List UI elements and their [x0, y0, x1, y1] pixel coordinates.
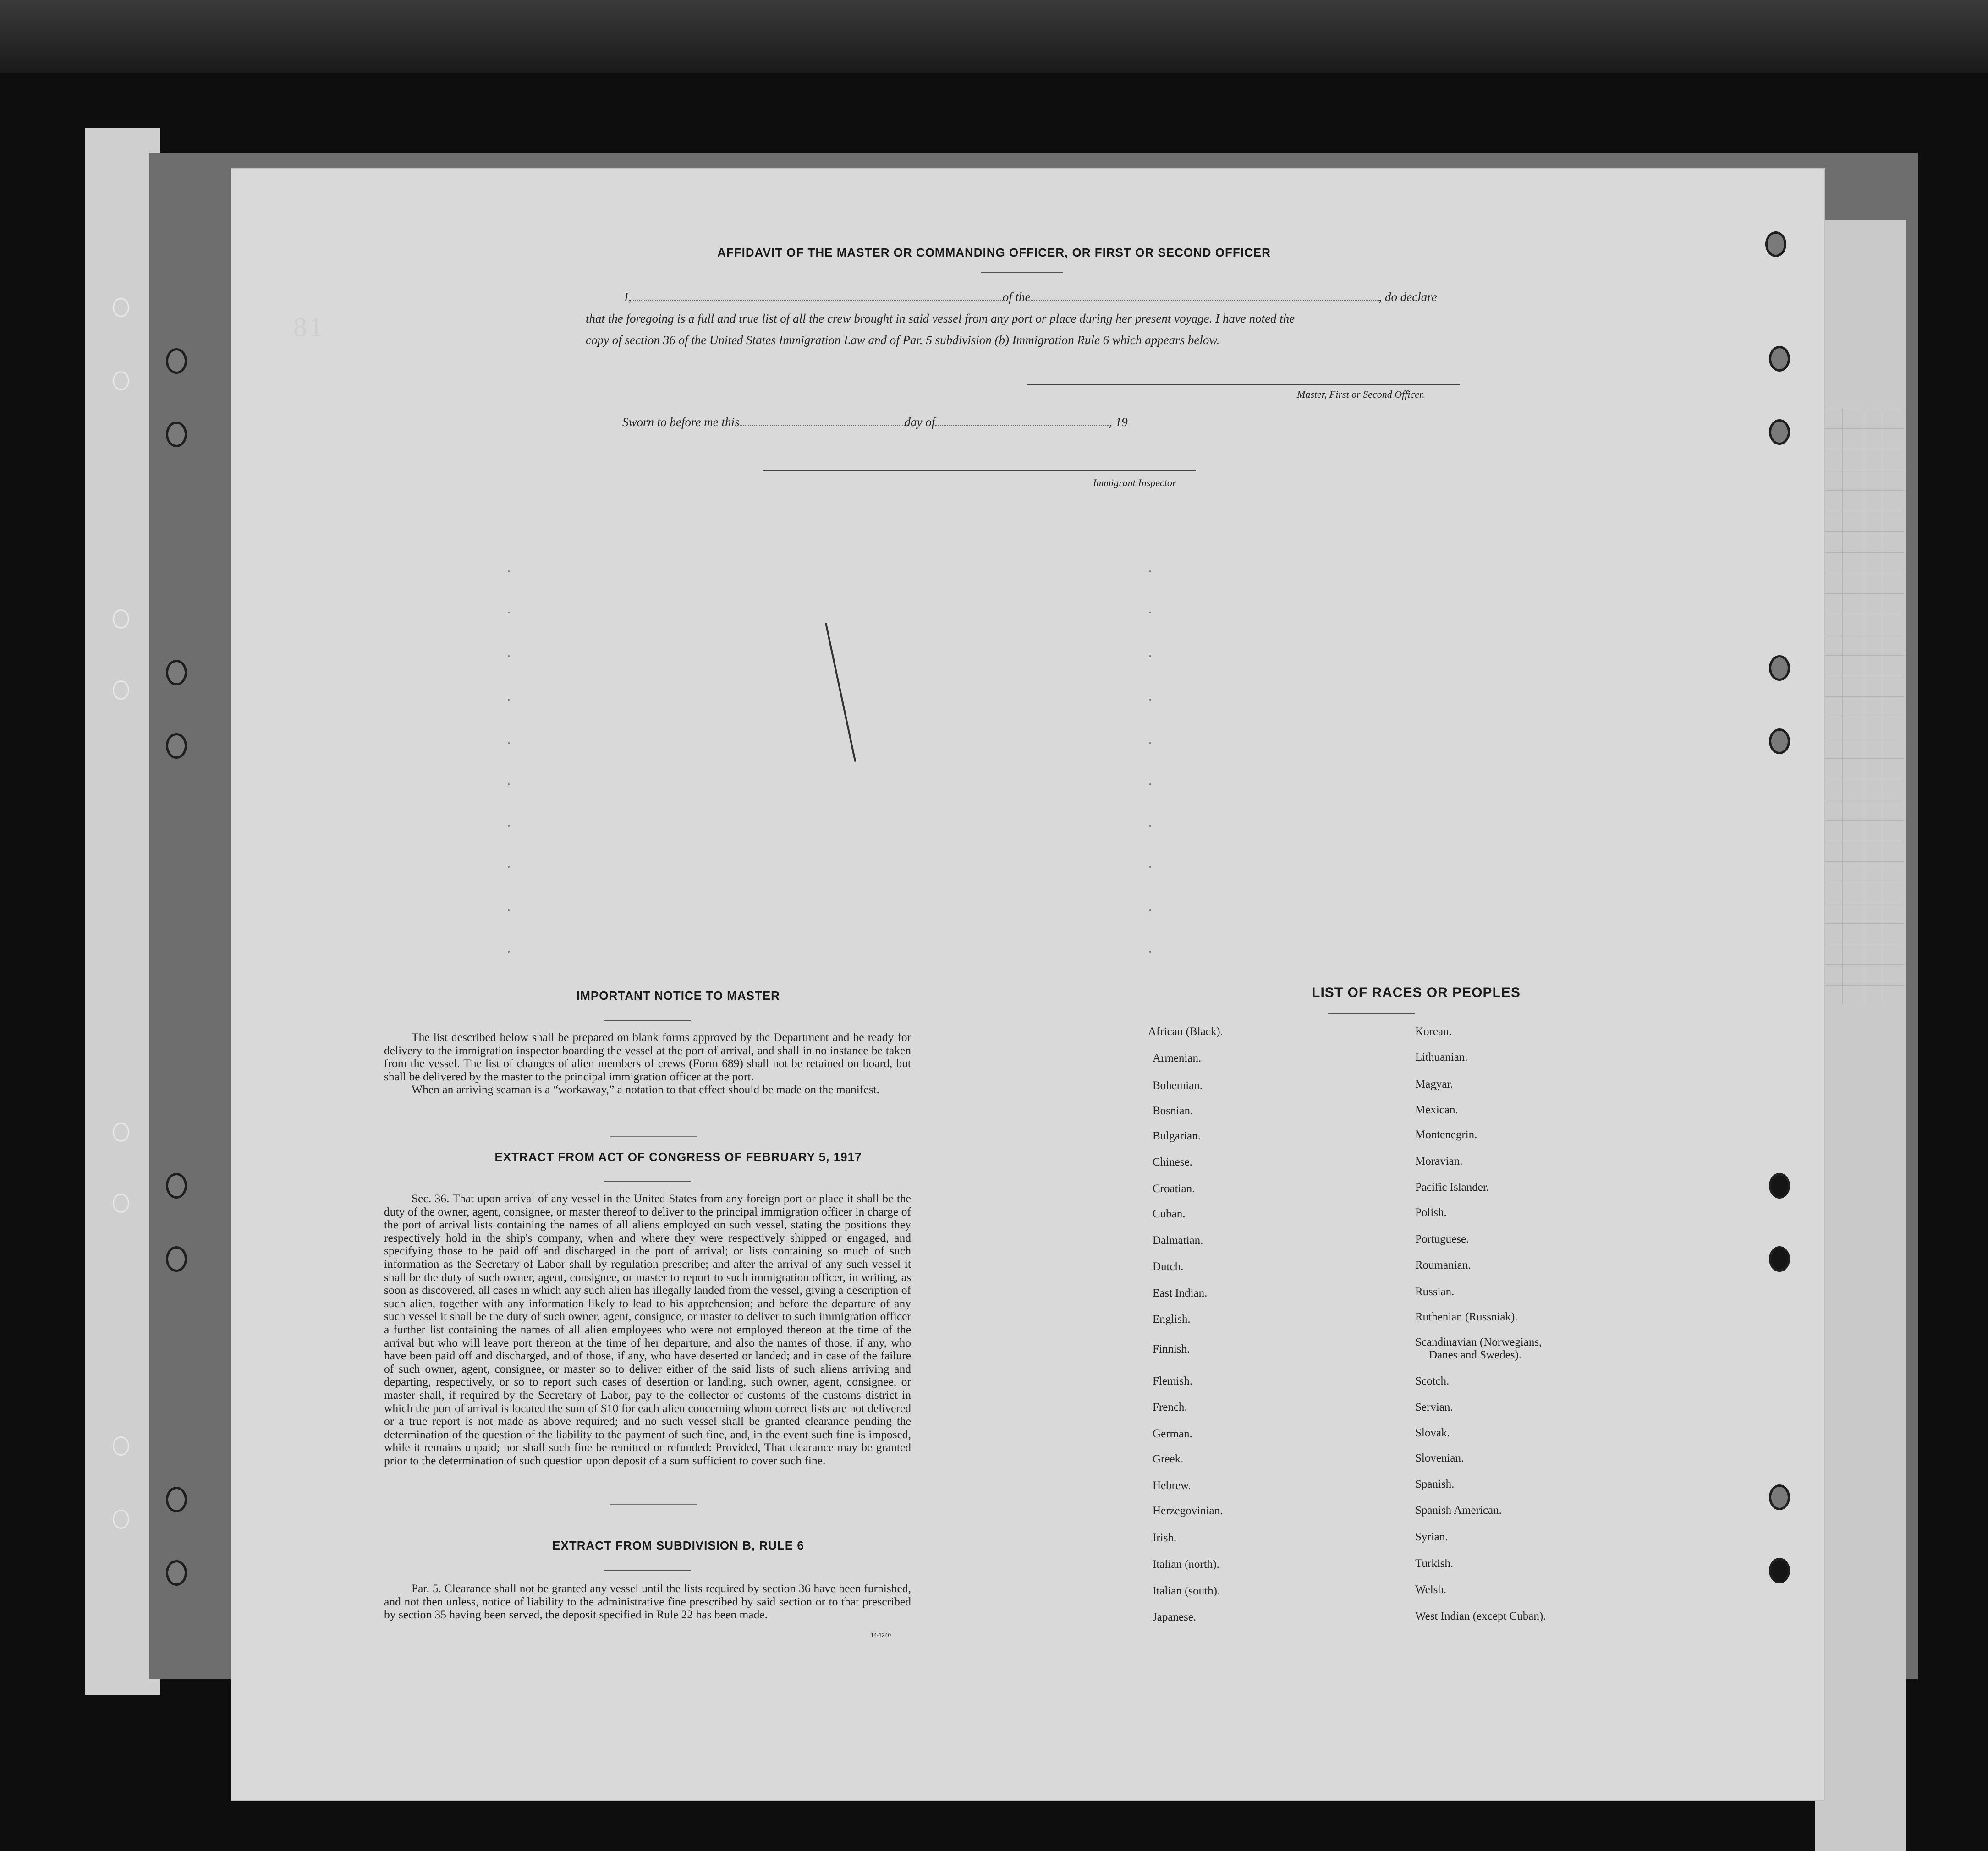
sworn-line	[622, 415, 1128, 429]
guide-dot	[508, 909, 510, 911]
guide-dot	[508, 699, 510, 701]
extract1-title: EXTRACT FROM ACT OF CONGRESS OF FEBRUARY 5, 1917	[494, 1150, 862, 1164]
race-item: French.	[1153, 1401, 1187, 1413]
race-item: Roumanian.	[1415, 1259, 1471, 1271]
notice-rule	[604, 1020, 691, 1021]
race-item: Cuban.	[1153, 1208, 1186, 1220]
race-item: Danes and Swedes).	[1429, 1349, 1522, 1361]
race-item: Croatian.	[1153, 1183, 1195, 1195]
punch-hole	[166, 733, 187, 759]
race-item: Pacific Islander.	[1415, 1181, 1489, 1194]
guide-dot	[508, 742, 510, 744]
guide-dot	[508, 825, 510, 827]
guide-dot	[1149, 699, 1151, 701]
guide-dot	[508, 612, 510, 613]
underlying-sheet-grid	[1822, 408, 1904, 1003]
race-item: Slovak.	[1415, 1427, 1450, 1439]
affidavit-line1-i: I,	[624, 290, 632, 304]
punch-hole	[113, 1123, 129, 1142]
race-item: Greek.	[1153, 1453, 1184, 1465]
punch-hole	[1769, 655, 1790, 681]
race-item: Portuguese.	[1415, 1233, 1469, 1245]
punch-hole	[1769, 1173, 1790, 1199]
affidavit-title: AFFIDAVIT OF THE MASTER OR COMMANDING OFFICER, OR FIRST OR SECOND OFFICER	[717, 246, 1271, 259]
guide-dot	[1149, 570, 1151, 572]
race-item: Scandinavian (Norwegians,	[1415, 1336, 1542, 1348]
guide-dot	[1149, 655, 1151, 657]
guide-dot	[508, 655, 510, 657]
race-item: Syrian.	[1415, 1531, 1448, 1543]
punch-hole	[113, 1510, 129, 1529]
race-item: Italian (north).	[1153, 1558, 1219, 1571]
section-divider	[610, 1136, 697, 1137]
race-item: Finnish.	[1153, 1343, 1190, 1355]
races-title: LIST OF RACES OR PEOPLES	[1312, 985, 1521, 1000]
guide-dot	[508, 783, 510, 785]
sworn-dayof: day of	[904, 415, 935, 429]
race-item: Montenegrin.	[1415, 1128, 1477, 1141]
extract2-rule	[604, 1570, 691, 1571]
extract1-rule	[604, 1181, 691, 1182]
sworn-day-blank[interactable]	[740, 415, 905, 426]
punch-hole	[166, 422, 187, 447]
vessel-blank[interactable]	[1031, 290, 1379, 301]
punch-hole	[113, 371, 129, 390]
race-item: Spanish American.	[1415, 1504, 1502, 1517]
race-item: African (Black).	[1148, 1025, 1223, 1038]
section-divider	[610, 1504, 697, 1505]
punch-hole	[113, 298, 129, 317]
race-item: Lithuanian.	[1415, 1051, 1468, 1063]
race-item: Bulgarian.	[1153, 1130, 1201, 1142]
extract1-text: Sec. 36. That upon arrival of any vessel in the United States from any foreign port or place it shall be the duty of the owner, agent, consignee, or master thereof to deliver to the principal immigration officer in charge of the port of arrival lists containing the names of all aliens employed on such vessel, stating the positions they respectively hold in the ship's company, when and where they were respectively shipped or engaged, and specifying those to be paid off and discharged in the port of arrival; or lists containing so much of such information as the Secretary of Labor shall by regulation prescribe; and after the arrival of any such vessel it shall be the duty of such owner, agent, consignee, or master to report to such immigration officer, in writing, as soon as discovered, all cases in which any such alien has illegally landed from the vessel, giving a description of such alien, together with any information likely to lead to his apprehension; and before the departure of any such vessel it shall be the duty of such owner, agent, consignee, or master to deliver to such immigration officer a further list containing the names of all alien employees who were not employed thereon at the time of the arrival but who will leave port thereon at the time of her departure, and also the names of those, if any, who have been paid off and discharged, and of those, if any, who have deserted or landed; and in case of the failure of such owner, agent, consignee, or master so to deliver either of the said lists of such aliens arriving and departing, respectively, or so to report such cases of desertion or landing, such owner, agent, consignee, or master shall, if required by the Secretary of Labor, pay to the collector of customs of the customs district in which the port of arrival is located the sum of $10 for each alien concerning whom correct lists are not delivered or a true report is not made as above required; and no such vessel shall be granted clearance pending the determination of the question of the liability to the payment of such fine, and, in the event such fine is imposed, while it remains unpaid; nor shall such fine be remitted or refunded: Provided, That clearance may be granted prior to the determination of such question upon deposit of a sum sufficient to cover such fine.	[384, 1192, 911, 1467]
race-item: Ruthenian (Russniak).	[1415, 1311, 1518, 1323]
race-item: East Indian.	[1153, 1287, 1208, 1299]
punch-hole	[113, 680, 129, 700]
punch-hole	[113, 609, 129, 629]
guide-dot	[1149, 909, 1151, 911]
race-item: Dutch.	[1153, 1260, 1184, 1273]
inspector-signature-line[interactable]	[763, 470, 1196, 471]
race-item: Mexican.	[1415, 1104, 1458, 1116]
races-rule	[1328, 1013, 1415, 1014]
punch-hole	[166, 660, 187, 685]
race-item: Welsh.	[1415, 1583, 1447, 1596]
extract1-body	[384, 1192, 911, 1467]
race-item: Spanish.	[1415, 1478, 1455, 1490]
title-rule	[981, 272, 1063, 273]
race-item: Bosnian.	[1153, 1105, 1193, 1117]
guide-dot	[508, 951, 510, 953]
punch-hole	[166, 1246, 187, 1272]
guide-dot	[1149, 866, 1151, 868]
punch-hole	[1769, 1558, 1790, 1583]
race-item: West Indian (except Cuban).	[1415, 1610, 1546, 1622]
inspector-signature-label: Immigrant Inspector	[1093, 477, 1176, 488]
form-code: 14-1240	[871, 1632, 891, 1638]
extract2-body	[384, 1582, 911, 1621]
race-item: Bohemian.	[1153, 1079, 1203, 1092]
notice-title: IMPORTANT NOTICE TO MASTER	[577, 989, 780, 1002]
punch-hole	[113, 1436, 129, 1456]
document-page	[231, 169, 1824, 1800]
race-item: Hebrew.	[1153, 1479, 1191, 1492]
notice-para1: The list described below shall be prepared on blank forms approved by the Department and be ready for delivery to the immigration inspector boarding the vessel at the port of arrival, and shall in no instance be taken from the vessel. The list of changes of alien members of crews (Form 689) shall not be retained on board, but shall be delivered by the master to the principal immigration officer at the port.	[384, 1030, 911, 1083]
master-signature-line[interactable]	[1027, 384, 1460, 385]
affidavit-line3: copy of section 36 of the United States Immigration Law and of Par. 5 subdivision (b) Immigration Rule 6 which appears below.	[586, 333, 1220, 347]
race-item: Japanese.	[1153, 1611, 1197, 1623]
master-signature-label: Master, First or Second Officer.	[1297, 389, 1425, 400]
guide-dot	[1149, 951, 1151, 953]
guide-dot	[1149, 783, 1151, 785]
punch-hole	[166, 348, 187, 374]
punch-hole	[113, 1194, 129, 1213]
punch-hole	[166, 1487, 187, 1512]
race-item: English.	[1153, 1313, 1191, 1325]
name-blank[interactable]	[632, 290, 1003, 301]
race-item: Korean.	[1415, 1025, 1452, 1038]
race-item: Turkish.	[1415, 1557, 1454, 1570]
race-item: Slovenian.	[1415, 1452, 1464, 1464]
affidavit-line1	[624, 290, 1437, 304]
guide-dot	[1149, 742, 1151, 744]
sworn-text: Sworn to before me this	[622, 415, 740, 429]
punch-hole	[1769, 419, 1790, 445]
punch-hole	[1769, 346, 1790, 372]
punch-hole	[1769, 1484, 1790, 1510]
race-item: Servian.	[1415, 1401, 1453, 1413]
race-item: Polish.	[1415, 1206, 1447, 1219]
affidavit-line2: that the foregoing is a full and true list of all the crew brought in said vessel from any port or place during her present voyage. I have noted the	[586, 312, 1295, 325]
race-item: Dalmatian.	[1153, 1234, 1203, 1247]
guide-dot	[508, 570, 510, 572]
race-item: Italian (south).	[1153, 1585, 1220, 1597]
affidavit-line1-of: of the	[1002, 290, 1031, 304]
race-item: Chinese.	[1153, 1156, 1192, 1168]
race-item: Flemish.	[1153, 1375, 1192, 1387]
race-item: Armenian.	[1153, 1052, 1202, 1064]
notice-para2: When an arriving seaman is a “workaway,” a notation to that effect should be made on the manifest.	[412, 1083, 880, 1096]
race-item: Herzegovinian.	[1153, 1505, 1223, 1517]
race-item: Irish.	[1153, 1532, 1177, 1544]
extract2-text: Par. 5. Clearance shall not be granted any vessel until the lists required by section 36 have been furnished, and not then unless, notice of liability to the administrative fine prescribed by said section or to that prescribed by section 35 having been served, the deposit specified in Rule 22 has been made.	[384, 1582, 911, 1621]
punch-hole	[166, 1173, 187, 1199]
punch-hole	[1769, 728, 1790, 754]
punch-hole	[166, 1560, 187, 1586]
race-item: Scotch.	[1415, 1375, 1450, 1387]
affidavit-line1-declare: , do declare	[1378, 290, 1437, 304]
margin-handwritten-mark: 81	[293, 312, 324, 342]
race-item: German.	[1153, 1428, 1192, 1440]
guide-dot	[508, 866, 510, 868]
extract2-title: EXTRACT FROM SUBDIVISION B, RULE 6	[552, 1539, 804, 1552]
guide-dot	[1149, 825, 1151, 827]
race-item: Magyar.	[1415, 1078, 1453, 1090]
notice-body	[384, 1031, 911, 1096]
race-item: Moravian.	[1415, 1155, 1463, 1167]
sworn-year: , 19	[1109, 415, 1128, 429]
punch-hole	[1769, 1246, 1790, 1272]
sworn-month-blank[interactable]	[935, 415, 1109, 426]
guide-dot	[1149, 612, 1151, 613]
scan-background	[0, 0, 1988, 73]
race-item: Russian.	[1415, 1286, 1455, 1298]
